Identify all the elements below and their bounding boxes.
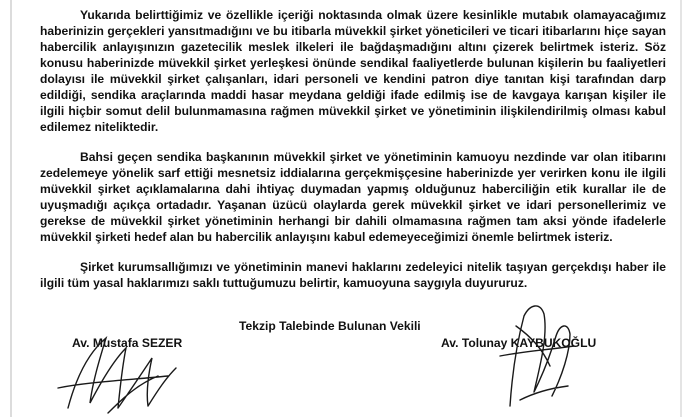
page-edge-line-right: [680, 0, 682, 417]
page-edge-line: [10, 0, 12, 417]
paragraph-2: Bahsi geçen sendika başkanının müvekkil şirket ve yönetiminin kamuoyu nezdinde var olan itibarını zedelemeye yönelik sarf ettiği mesnetsiz iddialarına gerçekmişçesine haberinizde yer verirken konu ile ilgili müvekkil şirket açıklamalarına dahi ihtiyaç duymadan yapmış olduğunuz haberciliğin etik kurallar ile de uyuşmadığı açıkça ortadadır. Yaşanan üzücü olaylarda gerek müvekkil şirket ve idari personellerimiz ve gerekse de müvekkil şirket yönetiminin herhangi bir dahili olmamasına rağmen tam aksi yönde ifadelerle müvekkil şirketi hedef alan bu habercilik anlayışını kabul edemeyeceğimizi önemle belirtmek isteriz.: [40, 150, 666, 244]
left-signer-name: Av. Mustafa SEZER: [72, 336, 183, 350]
left-handwritten-signature: [48, 318, 208, 417]
document-body: [40, 7, 666, 291]
signature-heading: Tekzip Talebinde Bulunan Vekili: [239, 319, 421, 333]
right-handwritten-signature: [490, 296, 580, 416]
paragraph-3: Şirket kurumsallığımızı ve yönetiminin manevi haklarını zedeleyici nitelik taşıyan gerçekdışı haber ile ilgili tüm yasal haklarımızı saklı tuttuğumuzu belirtir, kamuoyuna saygıyla duyururuz.: [40, 260, 666, 290]
paragraph-1: Yukarıda belirttiğimiz ve özellikle içeriği noktasında olmak üzere kesinlikle mutabık olamayacağımız haberinizin gerçekleri yansıtmadığını ve bu itibarla müvekkil şirket yöneticileri ve ticari itibarlarını hiçe sayan habercilik anlayışınızın gazetecilik meslek ilkeleri ile bağdaşmadığını altını çizerek belirtmek isteriz. Söz konusu haberinizde müvekkil şirket yerleşkesi önünde sendikal faaliyetlerde bulunan kişilerin bu faaliyetleri dolayısı ile müvekkil şirket çalışanları, idari personeli ve kendini patron diye tanıtan kişi tarafından darp edildiği, sendika araçlarında maddi hasar meydana geldiği ifade edilmiş ise de kavgaya karışan kişiler ile ilgili hiçbir somut delil bulunmamasına rağmen müvekkil şirket ve yönetiminin ilişkilendirilmiş olması kabul edilemez niteliktedir.: [40, 8, 666, 134]
right-signer-name: Av. Tolunay KAYBUKOĞLU: [441, 336, 597, 350]
